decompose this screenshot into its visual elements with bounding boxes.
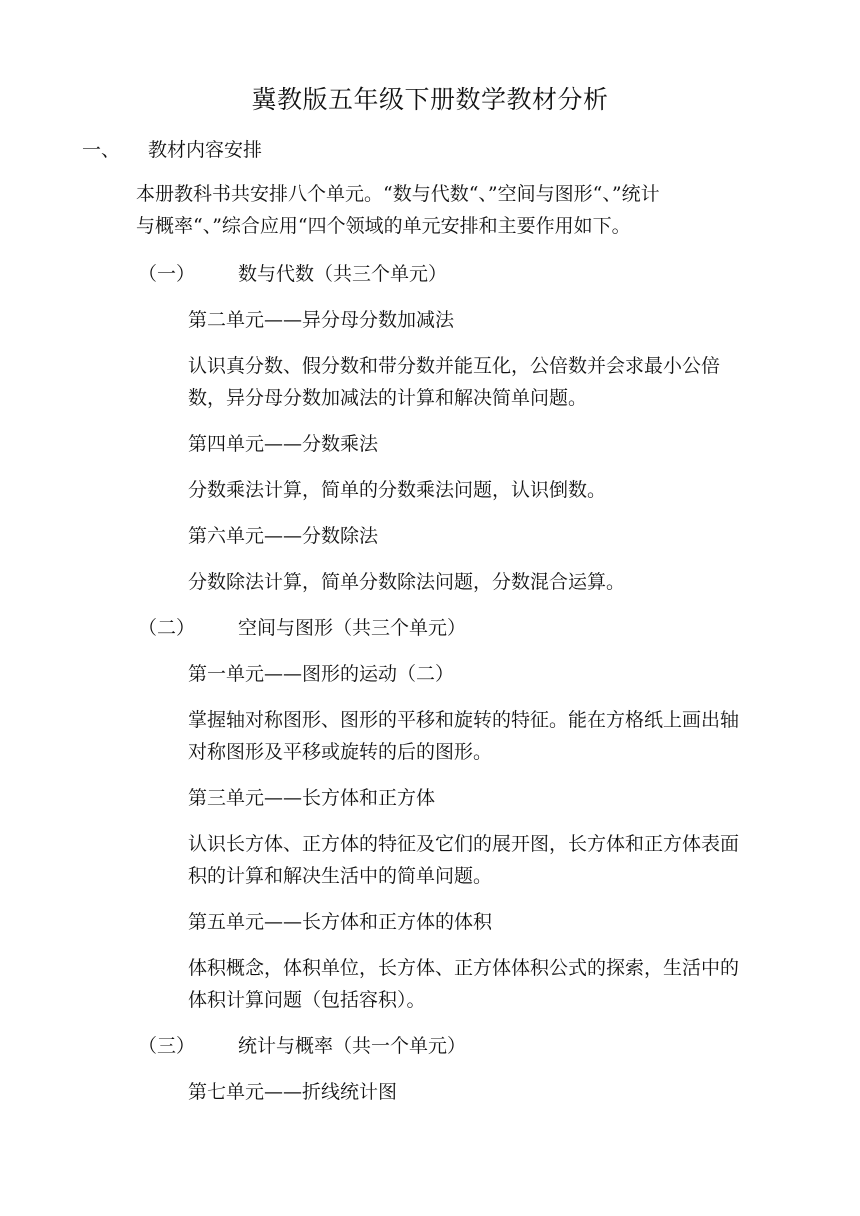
unit-5-desc-line-1: 体积概念，体积单位，长方体、正方体体积公式的探索，生活中的: [188, 957, 740, 979]
unit-1-desc-line-1: 掌握轴对称图形、图形的平移和旋转的特征。能在方格纸上画出轴: [188, 709, 740, 731]
unit-3-desc-line-2: 积的计算和解决生活中的简单问题。: [188, 865, 493, 887]
subsection-3-heading: 统计与概率（共一个单元）: [238, 1035, 467, 1057]
unit-2-title: 第二单元——异分母分数加减法: [188, 309, 455, 331]
subsection-3-number: （三）: [138, 1035, 196, 1057]
intro-line-1: 本册教科书共安排八个单元。“数与代数“、”空间与图形“、”统计: [136, 183, 660, 205]
unit-1-desc-line-2: 对称图形及平移或旋转的后的图形。: [188, 741, 493, 763]
unit-3-desc-line-1: 认识长方体、正方体的特征及它们的展开图，长方体和正方体表面: [188, 833, 740, 855]
section-1-number: 一、: [82, 139, 121, 161]
subsection-2-number: （二）: [138, 617, 196, 639]
unit-3-title: 第三单元——长方体和正方体: [188, 787, 436, 809]
section-1-heading: 教材内容安排: [148, 139, 263, 161]
unit-6-desc: 分数除法计算，简单分数除法问题，分数混合运算。: [188, 571, 626, 593]
unit-5-title: 第五单元——长方体和正方体的体积: [188, 911, 493, 933]
unit-2-desc-line-2: 数，异分母分数加减法的计算和解决简单问题。: [188, 387, 588, 409]
document-title: 冀教版五年级下册数学教材分析: [251, 85, 609, 114]
unit-4-desc: 分数乘法计算，简单的分数乘法问题，认识倒数。: [188, 479, 607, 501]
unit-4-title: 第四单元——分数乘法: [188, 433, 379, 455]
subsection-1-heading: 数与代数（共三个单元）: [238, 263, 448, 285]
intro-line-2: 与概率“、”综合应用“四个领域的单元安排和主要作用如下。: [136, 215, 631, 237]
unit-5-desc-line-2: 体积计算问题（包括容积）。: [188, 989, 426, 1011]
subsection-2-heading: 空间与图形（共三个单元）: [238, 617, 467, 639]
unit-6-title: 第六单元——分数除法: [188, 525, 379, 547]
unit-1-title: 第一单元——图形的运动（二）: [188, 663, 455, 685]
unit-7-title: 第七单元——折线统计图: [188, 1081, 398, 1103]
subsection-1-number: （一）: [138, 263, 196, 285]
unit-2-desc-line-1: 认识真分数、假分数和带分数并能互化，公倍数并会求最小公倍: [188, 355, 721, 377]
